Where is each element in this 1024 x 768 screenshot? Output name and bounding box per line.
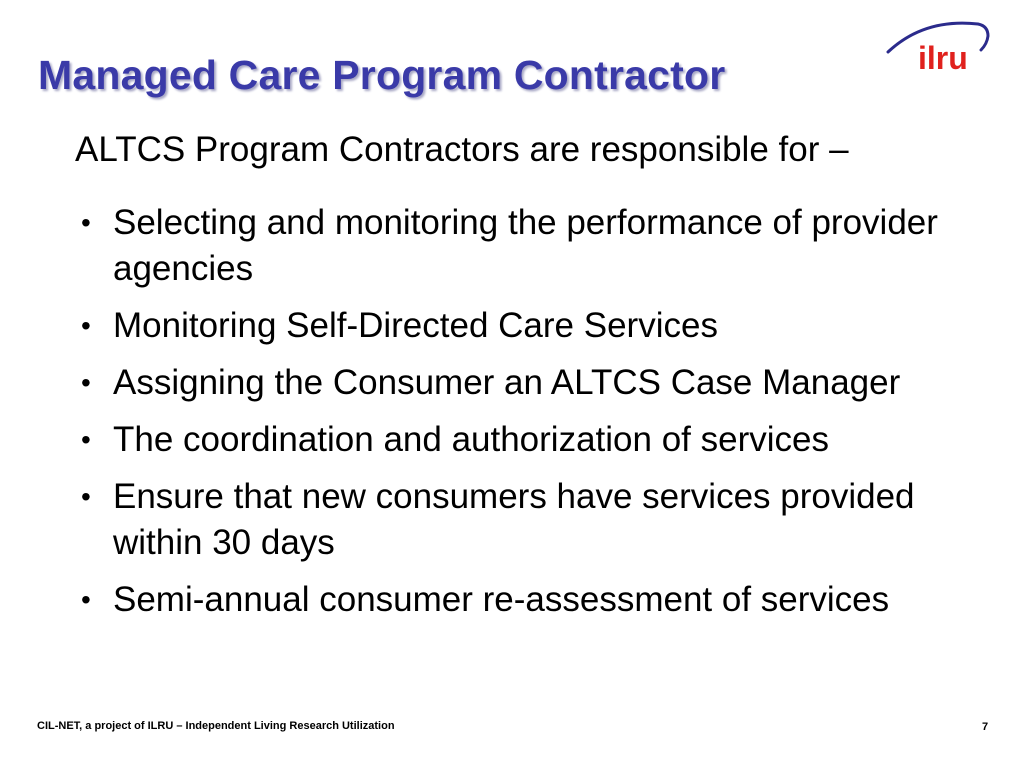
bullet-dot-icon: • [81,310,91,341]
intro-text: ALTCS Program Contractors are responsible for – [75,130,849,169]
footer-text: CIL-NET, a project of ILRU – Independent Living Research Utilization [37,720,395,732]
page-number: 7 [982,721,989,733]
bullet-dot-icon: • [81,207,91,238]
bullet-text: Selecting and monitoring the performance of provider agencies [113,203,938,288]
bullet-text: Ensure that new consumers have services provided within 30 days [113,477,915,562]
ilru-logo [884,14,994,76]
bullet-item [75,200,995,292]
bullet-item [75,303,995,349]
bullet-text: Semi-annual consumer re-assessment of services [113,580,890,619]
bullet-item [75,417,995,463]
bullet-item [75,577,995,623]
bullet-text: Assigning the Consumer an ALTCS Case Manager [113,363,901,402]
bullet-dot-icon: • [81,367,91,398]
bullet-dot-icon: • [81,481,91,512]
bullet-text: The coordination and authorization of services [113,420,829,459]
logo-text: ilru [918,40,968,76]
bullet-dot-icon: • [81,584,91,615]
bullet-item [75,474,995,566]
bullet-dot-icon: • [81,424,91,455]
bullet-text: Monitoring Self-Directed Care Services [113,306,718,345]
bullet-item [75,360,995,406]
slide-title: Managed Care Program Contractor [38,52,726,98]
bullet-list [75,200,995,634]
